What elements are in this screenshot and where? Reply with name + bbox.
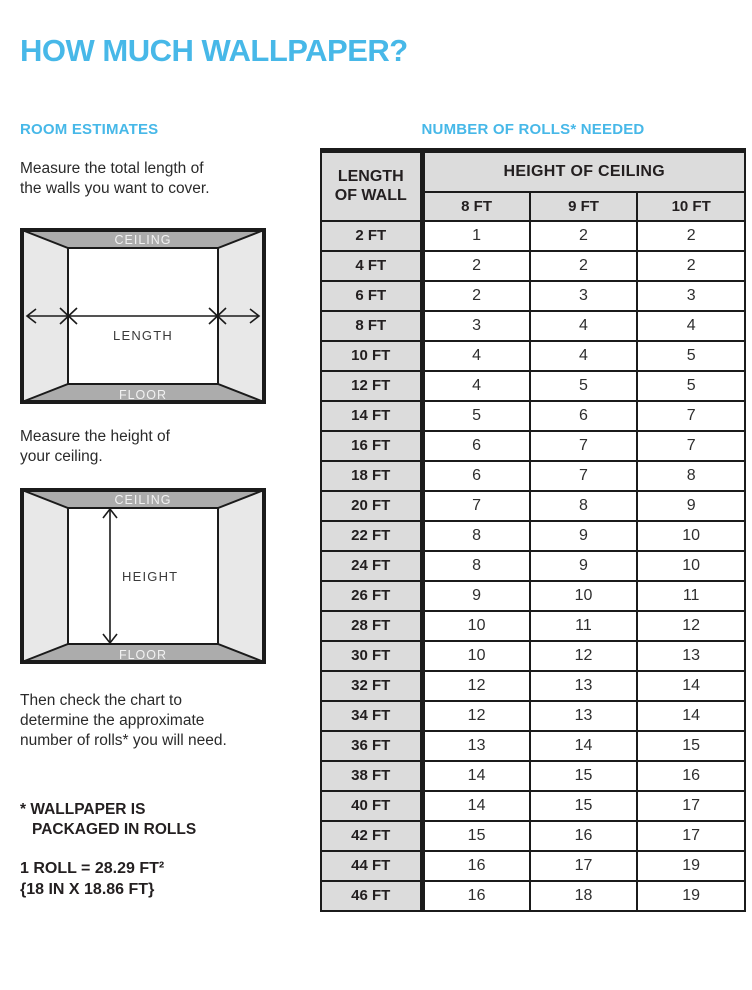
table-row bbox=[321, 341, 745, 371]
wall-length-cell: 4 FT bbox=[321, 251, 422, 281]
wall-length-cell: 16 FT bbox=[321, 431, 422, 461]
measure-length-instruction: Measure the total length of the walls you want to cover. bbox=[20, 160, 210, 197]
rolls-value-cell: 10 bbox=[422, 611, 530, 641]
rolls-value-cell: 9 bbox=[530, 551, 638, 581]
wall-length-cell: 24 FT bbox=[321, 551, 422, 581]
wall-length-cell: 32 FT bbox=[321, 671, 422, 701]
table-row bbox=[321, 221, 745, 251]
height-label: HEIGHT bbox=[122, 569, 179, 584]
ceiling-label: CEILING bbox=[114, 233, 172, 247]
rolls-value-cell: 15 bbox=[422, 821, 530, 851]
table-row bbox=[321, 671, 745, 701]
rolls-value-cell: 10 bbox=[637, 551, 745, 581]
rolls-value-cell: 13 bbox=[422, 731, 530, 761]
measure-height-instruction: Measure the height of your ceiling. bbox=[20, 428, 170, 465]
rolls-value-cell: 2 bbox=[422, 281, 530, 311]
rolls-value-cell: 19 bbox=[637, 851, 745, 881]
rolls-value-cell: 17 bbox=[637, 821, 745, 851]
wall-length-cell: 40 FT bbox=[321, 791, 422, 821]
rolls-value-cell: 12 bbox=[422, 671, 530, 701]
rolls-value-cell: 16 bbox=[637, 761, 745, 791]
roll-size-info: 1 ROLL = 28.29 FT² {18 IN X 18.86 FT} bbox=[20, 860, 165, 898]
table-row bbox=[321, 491, 745, 521]
rolls-value-cell: 2 bbox=[422, 251, 530, 281]
rolls-value-cell: 16 bbox=[422, 851, 530, 881]
table-row bbox=[321, 821, 745, 851]
room-estimates-section bbox=[20, 122, 266, 916]
table-row bbox=[321, 791, 745, 821]
table-row bbox=[321, 551, 745, 581]
wall-length-cell: 8 FT bbox=[321, 311, 422, 341]
rolls-value-cell: 5 bbox=[637, 341, 745, 371]
floor-label: FLOOR bbox=[118, 648, 168, 662]
wall-length-cell: 36 FT bbox=[321, 731, 422, 761]
wall-length-cell: 28 FT bbox=[321, 611, 422, 641]
rolls-value-cell: 6 bbox=[422, 431, 530, 461]
rolls-needed-heading: NUMBER OF ROLLS* NEEDED bbox=[421, 121, 645, 138]
rolls-value-cell: 16 bbox=[422, 881, 530, 911]
rolls-value-cell: 2 bbox=[637, 251, 745, 281]
wall-length-cell: 6 FT bbox=[321, 281, 422, 311]
rolls-value-cell: 14 bbox=[637, 671, 745, 701]
table-row bbox=[321, 461, 745, 491]
rolls-value-cell: 10 bbox=[422, 641, 530, 671]
height-of-ceiling-header: HEIGHT OF CEILING bbox=[422, 151, 745, 192]
table-row bbox=[321, 401, 745, 431]
rolls-value-cell: 19 bbox=[637, 881, 745, 911]
page-title: HOW MUCH WALLPAPER? bbox=[20, 32, 408, 68]
rolls-value-cell: 4 bbox=[530, 311, 638, 341]
rolls-value-cell: 18 bbox=[530, 881, 638, 911]
table-row bbox=[321, 611, 745, 641]
table-row bbox=[321, 311, 745, 341]
rolls-value-cell: 13 bbox=[637, 641, 745, 671]
rolls-value-cell: 15 bbox=[530, 791, 638, 821]
rolls-value-cell: 13 bbox=[530, 671, 638, 701]
table-row bbox=[321, 521, 745, 551]
rolls-value-cell: 14 bbox=[530, 731, 638, 761]
rolls-value-cell: 15 bbox=[530, 761, 638, 791]
rolls-value-cell: 4 bbox=[637, 311, 745, 341]
table-row bbox=[321, 371, 745, 401]
rolls-value-cell: 14 bbox=[637, 701, 745, 731]
rolls-needed-section bbox=[320, 122, 746, 912]
wall-length-cell: 12 FT bbox=[321, 371, 422, 401]
rolls-value-cell: 17 bbox=[530, 851, 638, 881]
rolls-value-cell: 15 bbox=[637, 731, 745, 761]
rolls-value-cell: 7 bbox=[637, 401, 745, 431]
rolls-value-cell: 13 bbox=[530, 701, 638, 731]
wall-length-cell: 20 FT bbox=[321, 491, 422, 521]
rolls-value-cell: 9 bbox=[422, 581, 530, 611]
table-row bbox=[321, 641, 745, 671]
rolls-value-cell: 4 bbox=[530, 341, 638, 371]
wall-length-cell: 34 FT bbox=[321, 701, 422, 731]
rolls-value-cell: 12 bbox=[422, 701, 530, 731]
rolls-value-cell: 17 bbox=[637, 791, 745, 821]
col-header-8ft: 8 FT bbox=[422, 192, 530, 221]
length-label: LENGTH bbox=[113, 328, 173, 343]
wall-length-cell: 46 FT bbox=[321, 881, 422, 911]
rolls-value-cell: 3 bbox=[422, 311, 530, 341]
wall-length-cell: 2 FT bbox=[321, 221, 422, 251]
col-header-10ft: 10 FT bbox=[637, 192, 745, 221]
room-length-diagram bbox=[20, 228, 266, 404]
rolls-value-cell: 12 bbox=[530, 641, 638, 671]
rolls-value-cell: 8 bbox=[637, 461, 745, 491]
table-row bbox=[321, 731, 745, 761]
wall-length-cell: 42 FT bbox=[321, 821, 422, 851]
rolls-value-cell: 7 bbox=[530, 431, 638, 461]
rolls-value-cell: 12 bbox=[637, 611, 745, 641]
length-of-wall-header: LENGTH OF WALL bbox=[321, 151, 422, 221]
rolls-value-cell: 10 bbox=[530, 581, 638, 611]
rolls-value-cell: 6 bbox=[530, 401, 638, 431]
rolls-value-cell: 5 bbox=[422, 401, 530, 431]
table-row bbox=[321, 431, 745, 461]
rolls-value-cell: 8 bbox=[422, 551, 530, 581]
table-row bbox=[321, 581, 745, 611]
rolls-value-cell: 1 bbox=[422, 221, 530, 251]
rolls-value-cell: 7 bbox=[422, 491, 530, 521]
rolls-value-cell: 5 bbox=[637, 371, 745, 401]
rolls-value-cell: 4 bbox=[422, 341, 530, 371]
rolls-value-cell: 8 bbox=[422, 521, 530, 551]
check-chart-instruction: Then check the chart to determine the approximate number of rolls* you will need. bbox=[20, 692, 227, 749]
rolls-value-cell: 16 bbox=[530, 821, 638, 851]
table-row bbox=[321, 851, 745, 881]
rolls-value-cell: 4 bbox=[422, 371, 530, 401]
room-estimates-heading: ROOM ESTIMATES bbox=[20, 121, 159, 138]
rolls-value-cell: 2 bbox=[637, 221, 745, 251]
rolls-value-cell: 7 bbox=[530, 461, 638, 491]
table-row bbox=[321, 881, 745, 911]
wall-length-cell: 26 FT bbox=[321, 581, 422, 611]
table-row bbox=[321, 281, 745, 311]
wall-length-cell: 10 FT bbox=[321, 341, 422, 371]
rolls-table-body bbox=[321, 221, 745, 911]
wall-length-cell: 18 FT bbox=[321, 461, 422, 491]
wall-length-cell: 38 FT bbox=[321, 761, 422, 791]
rolls-value-cell: 11 bbox=[530, 611, 638, 641]
rolls-value-cell: 7 bbox=[637, 431, 745, 461]
table-row bbox=[321, 251, 745, 281]
rolls-value-cell: 6 bbox=[422, 461, 530, 491]
rolls-value-cell: 8 bbox=[530, 491, 638, 521]
table-row bbox=[321, 701, 745, 731]
wall-length-cell: 44 FT bbox=[321, 851, 422, 881]
rolls-footnote: * WALLPAPER IS PACKAGED IN ROLLS bbox=[20, 801, 197, 838]
rolls-table bbox=[320, 148, 746, 912]
wall-length-cell: 14 FT bbox=[321, 401, 422, 431]
rolls-value-cell: 5 bbox=[530, 371, 638, 401]
wall-length-cell: 22 FT bbox=[321, 521, 422, 551]
rolls-table-header bbox=[321, 151, 745, 221]
floor-label: FLOOR bbox=[118, 388, 168, 402]
rolls-value-cell: 9 bbox=[637, 491, 745, 521]
rolls-value-cell: 14 bbox=[422, 761, 530, 791]
col-header-9ft: 9 FT bbox=[530, 192, 638, 221]
rolls-value-cell: 2 bbox=[530, 251, 638, 281]
rolls-value-cell: 3 bbox=[530, 281, 638, 311]
wall-length-cell: 30 FT bbox=[321, 641, 422, 671]
rolls-value-cell: 2 bbox=[530, 221, 638, 251]
ceiling-label: CEILING bbox=[114, 493, 172, 507]
room-height-diagram bbox=[20, 488, 266, 664]
table-row bbox=[321, 761, 745, 791]
rolls-value-cell: 11 bbox=[637, 581, 745, 611]
rolls-value-cell: 10 bbox=[637, 521, 745, 551]
rolls-value-cell: 9 bbox=[530, 521, 638, 551]
rolls-value-cell: 3 bbox=[637, 281, 745, 311]
rolls-value-cell: 14 bbox=[422, 791, 530, 821]
